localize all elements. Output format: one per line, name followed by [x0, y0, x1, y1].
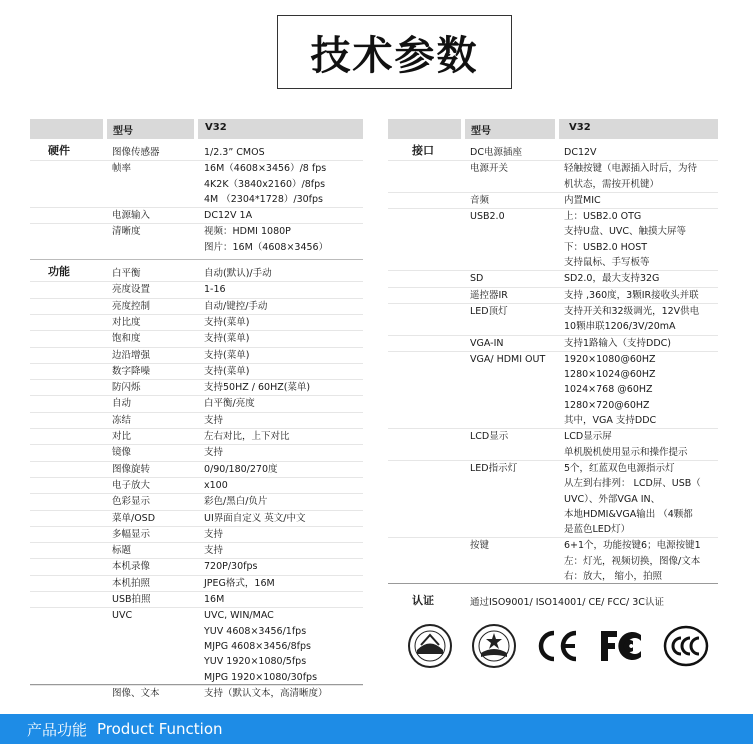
- certification-value: 通过ISO9001/ ISO14001/ CE/ FCC/ 3C认证: [470, 597, 664, 608]
- spec-value: LCD显示屏: [564, 431, 612, 443]
- footer-title-en: Product Function: [97, 720, 223, 738]
- spec-key: USB2.0: [470, 211, 505, 223]
- spec-value: 5个，红蓝双色电源指示灯: [564, 462, 675, 474]
- left-table-body: [30, 139, 363, 705]
- spec-value: 机状态，需按开机键）: [564, 178, 660, 190]
- header-divider: [461, 119, 465, 139]
- spec-value: 白平衡/亮度: [204, 398, 255, 410]
- spec-value: 16M: [204, 594, 225, 606]
- spec-row: [388, 145, 718, 160]
- spec-row: [30, 591, 363, 607]
- spec-value: 支持(菜单): [204, 349, 250, 361]
- spec-value: 单机脱机使用显示和操作提示: [564, 446, 688, 458]
- spec-row: [30, 395, 363, 411]
- spec-value: x100: [204, 479, 228, 491]
- spec-value: 下：USB2.0 HOST: [564, 241, 648, 253]
- spec-value: 是蓝色LED灯）: [564, 524, 631, 536]
- spec-value: MJPG 1920×1080/30fps: [204, 671, 318, 683]
- spec-key: 电子放大: [112, 479, 151, 491]
- spec-row: [388, 428, 718, 460]
- spec-value: 轻触按键（电源插入时后，为待: [564, 163, 698, 175]
- spec-key: SD: [470, 273, 484, 285]
- spec-value: 支持 ,360度，3颗IR接收头并联: [564, 289, 699, 301]
- spec-key: 菜单/OSD: [112, 512, 156, 524]
- spec-key: 本机拍照: [112, 577, 151, 589]
- spec-section: [388, 139, 718, 588]
- spec-key: 图像、文本: [112, 687, 160, 699]
- spec-value: 右：放大， 缩小，拍照: [564, 571, 663, 583]
- spec-value: 自动/键控/手动: [204, 300, 268, 312]
- ce-mark-icon: [535, 627, 579, 665]
- spec-key: 自动: [112, 398, 132, 410]
- spec-key: 音频: [470, 194, 490, 206]
- spec-value: 支持: [204, 447, 224, 459]
- spec-value: UI界面自定义 英文/中文: [204, 512, 306, 524]
- spec-key: 标题: [112, 545, 132, 557]
- spec-key: 图像旋转: [112, 463, 151, 475]
- spec-key: 电源开关: [470, 163, 509, 175]
- spec-row: [388, 351, 718, 428]
- spec-value: 上：USB2.0 OTG: [564, 211, 642, 223]
- title-box: [277, 15, 512, 89]
- table-header: [30, 119, 363, 139]
- spec-key: LED顶灯: [470, 305, 508, 317]
- spec-key: LCD显示: [470, 431, 509, 443]
- spec-key: 镜像: [112, 447, 132, 459]
- section-title: 硬件: [48, 144, 70, 157]
- model-value: V32: [569, 122, 591, 133]
- spec-row: [30, 281, 363, 297]
- spec-value: 图片：16M（4608×3456）: [204, 241, 329, 253]
- spec-value: 1280×720@60HZ: [564, 399, 650, 411]
- spec-key: 图像传感器: [112, 147, 160, 158]
- model-label: 型号: [471, 126, 491, 137]
- spec-value: 左右对比，上下对比: [204, 431, 290, 443]
- spec-value: UVC）、外部VGA IN、: [564, 493, 661, 505]
- spec-value: DC12V: [564, 147, 597, 158]
- model-value: V32: [205, 122, 227, 133]
- spec-value: 1-16: [204, 284, 226, 296]
- spec-key: DC电源插座: [470, 147, 522, 158]
- table-header: [388, 119, 718, 139]
- spec-key: 本机录像: [112, 561, 151, 573]
- right-table-body: [388, 139, 718, 588]
- spec-row: [30, 444, 363, 460]
- spec-row: [30, 477, 363, 493]
- spec-value: 支持(菜单): [204, 316, 250, 328]
- section-title: 功能: [48, 265, 70, 279]
- spec-value: 其中，VGA 支持DDC: [564, 415, 657, 427]
- spec-value: UVC, WIN/MAC: [204, 610, 274, 622]
- spec-key: 色彩显示: [112, 496, 151, 508]
- fcc-mark-icon: [599, 627, 645, 665]
- certification-logos: [407, 623, 707, 673]
- spec-key: 遥控器IR: [470, 289, 508, 301]
- spec-row: [388, 160, 718, 192]
- spec-value: 10颗串联1206/3V/20mA: [564, 321, 676, 333]
- spec-key: USB拍照: [112, 594, 151, 606]
- spec-value: 6+1个，功能按键6；电源按键1: [564, 540, 701, 552]
- spec-value: 支持开关和32级调光，12V供电: [564, 305, 700, 317]
- spec-row: [388, 208, 718, 270]
- spec-value: 支持: [204, 414, 224, 426]
- spec-value: 支持1路输入（支持DDC): [564, 337, 672, 349]
- spec-value: 1280×1024@60HZ: [564, 369, 656, 381]
- spec-section: [30, 259, 363, 705]
- spec-row: [30, 607, 363, 684]
- spec-value: 4K2K（3840x2160）/8fps: [204, 178, 326, 190]
- divider: [30, 684, 363, 685]
- spec-key: 对比: [112, 431, 132, 443]
- spec-row: [30, 461, 363, 477]
- spec-row: [30, 685, 363, 701]
- spec-value: YUV 1920×1080/5fps: [204, 656, 307, 668]
- certification-title: 认证: [412, 594, 434, 607]
- spec-value: 16M（4608×3456）/8 fps: [204, 163, 327, 175]
- spec-row: [30, 542, 363, 558]
- spec-value: 720P/30fps: [204, 561, 258, 573]
- ccc-mark-icon: [663, 623, 709, 669]
- spec-key: 防闪烁: [112, 382, 141, 394]
- spec-row: [30, 493, 363, 509]
- spec-value: 支持: [204, 528, 224, 540]
- spec-value: DC12V 1A: [204, 210, 253, 222]
- spec-value: YUV 4608×3456/1fps: [204, 625, 307, 637]
- spec-value: JPEG格式，16M: [204, 577, 275, 589]
- right-spec-table: [388, 119, 718, 588]
- spec-row: [30, 428, 363, 444]
- spec-key: 亮度设置: [112, 284, 151, 296]
- spec-key: 冻结: [112, 414, 132, 426]
- spec-value: 左：灯光，视频切换，图像/文本: [564, 555, 701, 567]
- iso14001-seal-icon: [471, 623, 517, 669]
- header-divider: [194, 119, 198, 139]
- section-title: 接口: [412, 144, 434, 157]
- spec-row: [30, 363, 363, 379]
- spec-row: [30, 379, 363, 395]
- spec-key: 多幅显示: [112, 528, 151, 540]
- spec-key: 按键: [470, 540, 490, 552]
- footer-title-cn: 产品功能: [27, 720, 88, 739]
- header-divider: [555, 119, 559, 139]
- spec-row: [30, 266, 363, 281]
- spec-row: [388, 460, 718, 537]
- header-divider: [103, 119, 107, 139]
- spec-row: [388, 287, 718, 303]
- spec-row: [30, 160, 363, 207]
- spec-row: [30, 207, 363, 223]
- spec-key: 帧率: [112, 163, 132, 175]
- spec-row: [30, 526, 363, 542]
- spec-key: 清晰度: [112, 226, 141, 238]
- page-title: 技术参数: [310, 32, 479, 79]
- spec-value: 视频：HDMI 1080P: [204, 226, 291, 238]
- spec-key: 数字降噪: [112, 365, 151, 377]
- spec-key: 白平衡: [112, 268, 141, 280]
- spec-row: [30, 298, 363, 314]
- spec-key: 亮度控制: [112, 300, 151, 312]
- spec-row: [30, 347, 363, 363]
- spec-value: 1920×1080@60HZ: [564, 353, 656, 365]
- spec-row: [388, 335, 718, 351]
- spec-value: 支持U盘、UVC、触摸大屏等: [564, 226, 687, 238]
- spec-value: 自动(默认)/手动: [204, 268, 272, 280]
- spec-key: 对比度: [112, 316, 141, 328]
- spec-value: 内置MIC: [564, 194, 601, 206]
- spec-key: 电源输入: [112, 210, 151, 222]
- spec-value: 支持: [204, 545, 224, 557]
- spec-row: [30, 558, 363, 574]
- spec-value: 1024×768 @60HZ: [564, 384, 653, 396]
- spec-value: 支持(菜单): [204, 333, 250, 345]
- spec-row: [30, 412, 363, 428]
- spec-row: [30, 223, 363, 255]
- footer-bar: [0, 714, 753, 744]
- spec-row: [30, 575, 363, 591]
- spec-value: 支持50HZ / 60HZ(菜单): [204, 382, 311, 394]
- spec-row: [30, 145, 363, 160]
- spec-row: [388, 192, 718, 208]
- spec-row: [388, 303, 718, 335]
- spec-key: VGA-IN: [470, 337, 504, 349]
- spec-value: 本地HDMI&VGA输出 （4颗都: [564, 508, 693, 520]
- spec-value: 从左到右排列： LCD屏、USB（: [564, 478, 701, 490]
- spec-value: 彩色/黑白/负片: [204, 496, 268, 508]
- spec-value: 1/2.3” CMOS: [204, 147, 265, 158]
- left-spec-table: [30, 119, 363, 705]
- spec-row: [30, 314, 363, 330]
- spec-value: 4M （2304*1728）/30fps: [204, 193, 323, 205]
- spec-value: MJPG 4608×3456/8fps: [204, 640, 311, 652]
- spec-key: 饱和度: [112, 333, 141, 345]
- spec-key: UVC: [112, 610, 133, 622]
- spec-value: 0/90/180/270度: [204, 463, 278, 475]
- iso9001-seal-icon: [407, 623, 453, 669]
- spec-value: SD2.0，最大支持32G: [564, 273, 660, 285]
- spec-row: [30, 510, 363, 526]
- spec-row: [388, 270, 718, 286]
- spec-row: [388, 537, 718, 584]
- spec-row: [30, 330, 363, 346]
- divider: [388, 583, 718, 584]
- spec-section: [30, 139, 363, 259]
- spec-value: 支持鼠标、手写板等: [564, 257, 650, 269]
- spec-key: 边沿增强: [112, 349, 151, 361]
- spec-value: 支持（默认文本，高清晰度）: [204, 687, 328, 699]
- model-label: 型号: [113, 126, 133, 137]
- spec-key: LED指示灯: [470, 462, 518, 474]
- spec-key: VGA/ HDMI OUT: [470, 353, 546, 365]
- spec-value: 支持(菜单): [204, 365, 250, 377]
